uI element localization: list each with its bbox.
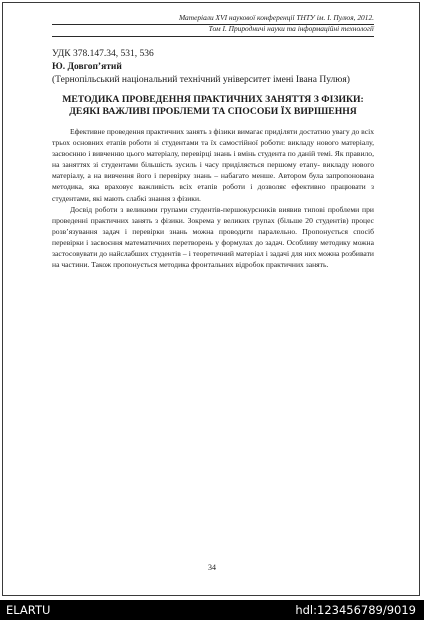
- body-paragraph-2: Досвід роботи з великими групами студентів-першокурсників виявив типові проблеми при проведенні практичних занять з фізики. Зокрема у великих групах (більше 20 студентів) процес розв’язування задач і перевірки знань можна проводити паралельно. Пропонується спосіб перевірки і засвоєння математичних перетворень у формулах до задач. Особливу методику можна застосовувати до найслабших студентів – і теоретичний матеріал і задачі для них можна розбивати на частини. Також пропонується методика фронтальних відробок практичних занять.: [52, 204, 374, 270]
- page-number: 34: [208, 563, 216, 572]
- article-body: [52, 126, 374, 270]
- page-border: [2, 2, 420, 596]
- section-line: Том I. Природничі науки та інформаційні технології: [208, 24, 374, 33]
- header-rule-lower: [52, 36, 374, 37]
- author-name: Ю. Довгоп’ятий: [52, 62, 122, 72]
- body-paragraph-1: Ефективне проведення практичних занять з фізики вимагає приділяти достатню увагу до всіх трьох основних етапів роботи зі студентами та їх самостійної роботи: викладу нового матеріалу, засвоєнню і вивченню цього матеріалу, перевірці знань і вмінь студента по даній темі. Як правило, на заняттях зі студентами більшість зусиль і часу приділяється першому етапу- викладу нового матеріалу, а на вивчення його і перевірку знань – набагато менше. Автором була запропонована методика, яка враховує важливість всіх етапів роботи і дозволяє ефективно працювати з студентами, які мають слабкі знання з фізики.: [52, 127, 374, 203]
- repository-name: ELARTU: [6, 603, 51, 617]
- article-title-line-1: МЕТОДИКА ПРОВЕДЕННЯ ПРАКТИЧНИХ ЗАНЯТТЯ З ФІЗИКИ:: [62, 94, 364, 105]
- author-affiliation: (Тернопільський національний технічний університет імені Івана Пулюя): [52, 75, 350, 85]
- conference-line: Матеріали XVI наукової конференції ТНТУ ім. І. Пулюя, 2012.: [178, 13, 374, 22]
- handle-identifier: hdl:123456789/9019: [295, 603, 416, 617]
- udc-code: УДК 378.147.34, 531, 536: [52, 49, 154, 59]
- header-rule-upper: [52, 24, 374, 25]
- article-title-line-2: ДЕЯКІ ВАЖЛИВІ ПРОБЛЕМИ ТА СПОСОБИ ЇХ ВИРІШЕННЯ: [69, 106, 357, 117]
- repository-footer-bar: [0, 600, 424, 620]
- article-title: [52, 94, 374, 118]
